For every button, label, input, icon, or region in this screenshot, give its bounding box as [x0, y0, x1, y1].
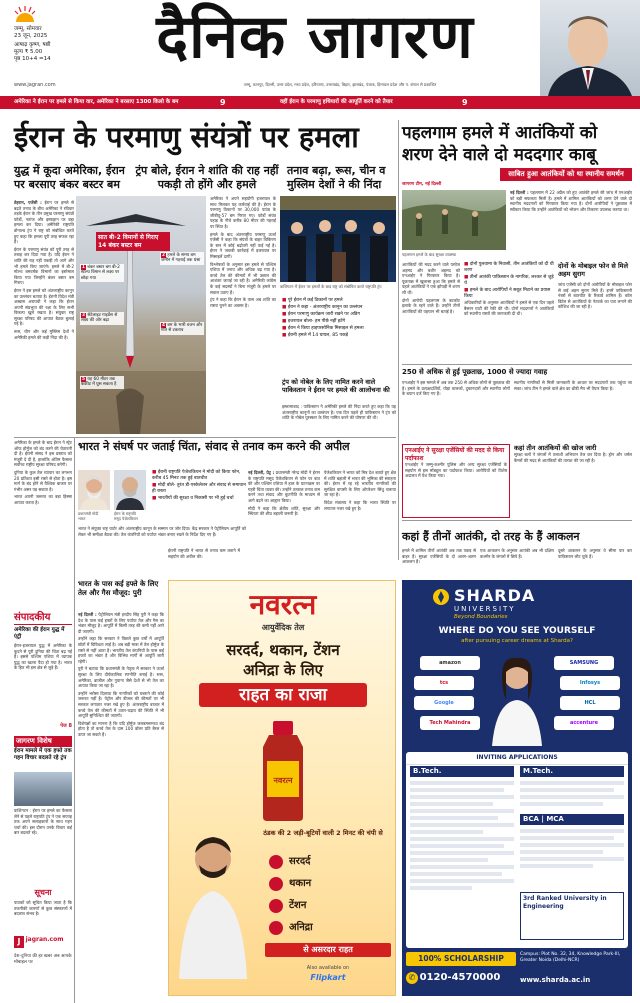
company-techmahindra: Tech Mahindra	[420, 716, 480, 730]
pahalgam-bullet: ■ तीनों आतंकी पाकिस्तान के नागरिक, लश्कर से जुड़े थे	[464, 275, 554, 287]
sharda-sub: UNIVERSITY	[454, 605, 516, 613]
scholarship-banner	[406, 952, 516, 966]
sharda-programs	[406, 752, 628, 948]
company-samsung: SAMSUNG	[554, 656, 614, 670]
phone-row[interactable]	[406, 972, 516, 990]
navratna-line2: अनिद्रा के लिए	[243, 661, 323, 679]
vishesh-title: जागरण विशेष	[14, 736, 72, 747]
navratna-items	[269, 853, 389, 941]
navratna-claim: ठंडक की 2 जड़ी-बूटियों वाली 2 मिनट की चंपी से	[263, 829, 383, 837]
graphic-step-2: 2 हमले के समय बम जमीन में गहराई तक धंसा	[160, 252, 204, 265]
lead-body-col1: तेहरान, एजेंसी : ईरान पर हमले से बढ़ते तनाव के बीच अमेरिका ने रविवार तड़के ईरान के तीन प्रमुख परमाणु संयंत्रों फोर्डो, नतांज और इस्फहान पर बड़ा हमला कर दिया। अमेरिकी राष्ट्रपति डोनाल्ड ट्रंप ने राष्ट्र को संबोधित करते हुए कहा कि हमला पूरी तरह सफल रहा है। ईरान के परमाणु संयंत्र को पूरी तरह से तबाह कर दिया गया है। यदि ईरान ने शांति की राह नहीं पकड़ी तो आगे और भी हमले किए जाएंगे। हमले में बी-2 स्टेल्थ बमवर्षक विमानों का इस्तेमाल किया गया जिन्होंने बंकर बस्टर बम गिराए। ईरान ने इस हमले को अंतरराष्ट्रीय कानून का उल्लंघन बताया है। ईरानी विदेश मंत्री अब्बास अराघची ने कहा कि ईरान अपनी संप्रभुता की रक्षा के लिए सभी विकल्प खुले रखता है। संयुक्त राष्ट्र सुरक्षा परिषद की आपात बैठक बुलाई गई है। रूस, चीन और कई मुस्लिम देशों ने अमेरिकी हमले की कड़ी निंदा की है।	[14, 200, 74, 340]
lead-bullet: ■ पूरे ईरान में कई ठिकानों पर हमले	[282, 298, 396, 304]
item-label: सरदर्द	[289, 855, 311, 867]
modi-caption	[78, 512, 112, 521]
phone-icon: ✆	[406, 972, 418, 984]
vishesh-body: वाशिंगटन : ईरान पर हमले का फैसला लेने से पहले राष्ट्रपति ट्रंप ने एक सप्ताह तक अपने सलाहकारों के साथ गहन चर्चा की। इस दौरान उनके विचार कई बार बदलते रहे।	[14, 808, 72, 836]
where-body-2: एक आकलन के अनुसार आतंकी अब भी दक्षिण कश्मीर के जंगलों में छिपे हैं।	[480, 548, 554, 559]
leader-photo	[540, 0, 640, 96]
item-icon	[269, 877, 283, 891]
lead-bullets	[282, 298, 396, 340]
graphic-step-text: सेटेलाइट गाइडेंस से लक्ष्य की ओर बढ़ा	[81, 313, 118, 324]
trump-address-photo	[280, 196, 396, 282]
box-250-headline[interactable]: 250 से अधिक से हुई पूछताछ, 1000 से ज्यादा गवाह	[402, 368, 548, 376]
box-250-body: एनआईए ने इस मामले में अब तक 250 से अधिक लोगों से पूछताछ की है। हमले के प्रत्यक्षदर्शियों, घोड़ा चालकों, दुकानदारों और स्थानीय लोगों के बयान दर्ज किए गए हैं।	[402, 380, 510, 397]
sharda-ad[interactable]	[402, 580, 632, 996]
india-bullet: ■ भारतीयों की सुरक्षा व निकासी पर भी हुई चर्चा	[152, 496, 246, 502]
teaser-right-page: 9	[462, 98, 468, 107]
editorial-page[interactable]: पेज 8	[60, 723, 72, 729]
item-icon	[269, 855, 283, 869]
newspaper-title: दैनिक जागरण	[156, 2, 474, 72]
india-headline[interactable]: भारत ने संघर्ष पर जताई चिंता, संवाद से तनाव कम करने की अपील	[78, 440, 350, 453]
lead-bullet: ■ ईरान परमाणु कार्यक्रम जारी रखने पर अडिग	[282, 312, 396, 318]
jagran-com-logo[interactable]: J jagran.com	[14, 936, 72, 950]
india-bullet: ■ मोदी बोले- तुरंत डी-एस्केलेशन और संवाद से समाधान ही रास्ता	[152, 483, 246, 495]
teaser-bar	[0, 96, 640, 109]
mtech-heading: M.Tech.	[520, 766, 624, 777]
graphic-step-3: 3 सेटेलाइट गाइडेंस से लक्ष्य की ओर बढ़ा	[80, 312, 124, 325]
navratna-line1: सरदर्द, थकान, टेंशन	[226, 641, 340, 659]
edition-tithi: आषाढ़ कृष्ण, षष्ठी	[14, 42, 51, 48]
lead-headline[interactable]: ईरान के परमाणु संयंत्रों पर हमला	[14, 120, 359, 154]
person-role: मसूद पेजेशकियन	[114, 515, 138, 521]
navratna-person	[175, 829, 249, 979]
btech-heading: B.Tech.	[410, 766, 514, 777]
lead-body-col3: अमेरिका ने अपने सहयोगी इजरायल के साथ मिलकर यह कार्रवाई की है। ईरान के परमाणु ठिकानों पर 30,000 पाउंड के जीबीयू-57 बम गिराए गए। फोर्डो संयंत्र पहाड़ के नीचे करीब 80 मीटर की गहराई पर स्थित है। हमले के बाद अंतरराष्ट्रीय परमाणु ऊर्जा एजेंसी ने कहा कि संयंत्रों के बाहर विकिरण के स्तर में कोई बढ़ोतरी नहीं पाई गई है। ईरान ने जवाबी कार्रवाई में इजरायल पर मिसाइलें दागीं। विश्लेषकों के अनुसार इस हमले से पश्चिम एशिया में तनाव और अधिक बढ़ गया है। कच्चे तेल की कीमतों में भी उछाल की आशंका जताई जा रही है। अमेरिकी कांग्रेस के कई सदस्यों ने बिना मंजूरी के हमले पर सवाल उठाए हैं। ट्रंप ने कहा कि ईरान के पास अब शांति का रास्ता चुनने का अवसर है।	[210, 196, 276, 308]
company-infosys: Infosys	[560, 676, 620, 690]
editorial-title: संपादकीय	[14, 612, 72, 625]
trump-photo-caption: वाशिंगटन में ईरान पर हमलों के बाद राष्ट्र को संबोधित करते राष्ट्रपति ट्रंप	[280, 284, 382, 289]
where-headline[interactable]: कहां हैं तीनों आतंकी, दो तरह के हैं आकलन	[402, 530, 580, 543]
graphic-step-5: 5 यह 60 मीटर तक कंक्रीट में घुस सकता है	[80, 376, 124, 389]
vishesh-photo	[14, 772, 72, 806]
navratna-store[interactable]: Flipkart	[310, 973, 346, 982]
pahalgam-body-1: आतंकियों की मदद करने वाले परवेज अहमद और बशीर अहमद को एनआईए ने गिरफ्तार किया है। पूछताछ में खुलासा हुआ कि हमले से पहले आतंकियों ने एक झोपड़ी में शरण ली थी। दोनों आरोपी पहलगाम के बटकोट इलाके के रहने वाले हैं। उन्होंने तीनों आतंकियों की पहचान भी बताई है।	[402, 262, 460, 314]
sharda-question2: after pursuing career dreams at Sharda?	[461, 638, 573, 644]
company-hcl: HCL	[560, 696, 620, 710]
item-label: अनिद्रा	[289, 921, 313, 933]
pahalgam-photo-caption: पहलगाम हमले के बाद सुरक्षा व्यवस्था	[402, 252, 457, 257]
sharda-student	[488, 650, 546, 746]
campus-text: Campus: Plot No. 32, 34, Knowledge Park-III, Greater Noida (Delhi-NCR)	[520, 952, 621, 963]
lead-sub-3: तनाव बढ़ा, रूस, चीन व मुस्लिम देशों ने की निंदा	[287, 164, 386, 191]
navratna-line3: राहत का राजा	[199, 683, 367, 707]
svg-text:नवरत्न: नवरत्न	[273, 776, 293, 785]
company-tcs: tcs	[414, 676, 474, 690]
graphic-step-4: 4 बम के भारी वजन और गति से टकराव	[161, 323, 203, 334]
lower-mid-col1: ईरानी राष्ट्रपति ने भारत से तनाव कम कराने में सहयोग की अपील की।	[168, 548, 240, 559]
trump-nobel-body: इस्लामाबाद : पाकिस्तान ने अमेरिकी हमले की निंदा करते हुए कहा कि यह अंतरराष्ट्रीय कानूनों का उल्लंघन है। एक दिन पहले ही पाकिस्तान ने ट्रंप को शांति के नोबेल पुरस्कार के लिए नामित करने की घोषणा की थी।	[282, 404, 396, 421]
website-url[interactable]: www.jagran.com	[14, 82, 56, 88]
logo-sun-icon	[14, 6, 36, 22]
sharda-name: SHARDA	[454, 586, 536, 605]
india-body-1: नई दिल्ली, प्रेट्र : प्रधानमंत्री नरेन्द्र मोदी ने ईरान के राष्ट्रपति मसूद पेजेशकियन से फोन पर बात की और पश्चिम एशिया में हाल के घटनाक्रम पर गहरी चिंता व्यक्त की। उन्होंने तत्काल तनाव कम करने तथा संवाद और कूटनीति के माध्यम से आगे बढ़ने का आह्वान किया। मोदी ने कहा कि क्षेत्रीय शांति, सुरक्षा और स्थिरता की शीघ्र बहाली जरूरी है।	[248, 470, 320, 517]
lead-bullet: ■ ईरानी हमले में 14 घायल, 85 पकड़े	[282, 333, 396, 339]
suchana-body: पाठकों को सूचित किया जाता है कि तकनीकी कारणों से कुछ संस्करणों में बदलाव संभव है।	[14, 900, 72, 917]
box-nia: एनआईए ने सुरक्षा एजेंसियों की मदद से किया पर्दाफाश एनआईए ने जम्मू-कश्मीर पुलिस और अन्य सुरक्षा एजेंसियों के सहयोग से इस मॉड्यूल का पर्दाफाश किया। आरोपियों को विशेष अदालत में पेश किया गया।	[402, 444, 510, 518]
box-karaa-headline[interactable]: कहां तीन आतंकियों की खोज जारी	[514, 444, 597, 452]
publishing-cities: जम्मू, कानपुर, दिल्ली, उत्तर प्रदेश, मध्य प्रदेश, हरियाणा, उत्तराखंड, बिहार, झारखंड, पंजाब, हिमाचल प्रदेश और प. बंगाल से प्रकाशित	[243, 82, 437, 87]
where-body-1: हमले में शामिल तीनों आतंकी अब तक पकड़ से बाहर हैं। सुरक्षा एजेंसियों के दो अलग-अलग आकलन हैं।	[402, 548, 476, 565]
box-250-body-2: स्थानीय नागरिकों से मिली जानकारी के आधार पर मददगारों तक पहुंचा जा सका। जांच टीम ने हमले वाले क्षेत्र का थ्रीडी मैप भी तैयार किया है।	[514, 380, 632, 391]
teaser-left[interactable]: अमेरिका ने ईरान पर हमले से किया वार, अमेरिका ने बरसाए 1300 किलो के बम	[14, 99, 179, 105]
pahalgam-body-2: अधिकारियों के अनुसार आतंकियों ने हमले से एक दिन पहले बैसरन घाटी की रेकी की थी। दोनों मददगारों ने आतंकियों को स्थानीय रास्तों की जानकारी दी थी।	[464, 300, 554, 317]
edition-pages: पृष्ठ 10+4 =14	[14, 56, 51, 62]
lead-bullet: ■ ईरान ने किया हाइपरसोनिक मिसाइल से हमला	[282, 326, 396, 332]
navratna-ad[interactable]	[168, 580, 396, 996]
petrol-link[interactable]: भारत के पास कई हफ्ते के लिए तेल और गैस मौजूद: पुरी	[78, 580, 159, 597]
graphic-step-text: यह 60 मीटर तक कंक्रीट में घुस सकता है	[81, 377, 117, 388]
pahalgam-body-right: नई दिल्ली : पहलगाम में 22 अप्रैल को हुए आतंकी हमले की जांच में एनआईए को बड़ी सफलता मिली है। हमले में शामिल आतंकियों को शरण देने वाले दो स्थानीय मददगारों को गिरफ्तार किया गया है। दोनों आरोपियों ने पूछताछ में स्वीकार किया कि उन्होंने आतंकियों को भोजन और ठिकाना उपलब्ध कराया था।	[510, 190, 632, 212]
pahalgam-kicker: साबित हुआ आतंकियों को था स्थानीय समर्थन	[500, 168, 632, 181]
trump-nobel-headline[interactable]: ट्रंप को नोबेल के लिए नामित करने वाले पाकिस्तान ने ईरान पर हमले की आलोचना की	[282, 378, 390, 394]
lead-sub-2: ट्रंप बोले, ईरान ने शांति की राह नहीं पकड़ी तो होंगे और हमले	[135, 164, 279, 191]
editorial-headline[interactable]: अमेरिका की ईरान युद्ध में एंट्री	[14, 627, 65, 640]
teaser-left-page: 9	[220, 98, 226, 107]
modi-photo	[78, 470, 110, 510]
where-body-3: दूसरे आकलन के अनुसार वे सीमा पार कर पाकिस्तान लौट चुके हैं।	[558, 548, 632, 559]
edition-info	[14, 26, 94, 63]
pahalgam-side-body: जांच एजेंसी को दोनों आरोपियों के मोबाइल फोन से कई अहम सुराग मिले हैं। इनमें पाकिस्तानी नंबरों से बातचीत के रिकार्ड शामिल हैं। कॉल डिटेल से आतंकियों के नेटवर्क का पता लगाने की कोशिश की जा रही है।	[558, 282, 632, 310]
ranked-text: 3rd Ranked University in Engineering	[523, 895, 607, 910]
lead-bullet: ■ ईरान ने कहा - अंतरराष्ट्रीय कानून का उल्लंघन	[282, 305, 396, 311]
pahalgam-bullet: ■ हमले के बाद आरोपियों ने सबूत मिटाने का प्रयास किया	[464, 288, 554, 300]
company-amazon: amazon	[420, 656, 480, 670]
masthead	[0, 0, 640, 96]
person-name: प्रधानमंत्री मोदी	[78, 511, 99, 516]
bunker-buster-graphic	[76, 196, 206, 434]
sharda-question: WHERE DO YOU SEE YOURSELF	[438, 626, 596, 636]
btech-list	[410, 778, 514, 942]
editorial-section: संपादकीय अमेरिका की ईरान युद्ध में एंट्री ईरान-इजरायल युद्ध में अमेरिका के कूदने से पूरी दुनिया की चिंता बढ़ गई है। इससे पश्चिम एशिया में व्यापक युद्ध का खतरा पैदा हो गया है। भारत के हित भी इस क्षेत्र से जुड़े हैं। पेज 8	[14, 612, 72, 729]
scholarship-text: 100% SCHOLARSHIP	[418, 954, 504, 963]
item-icon	[269, 921, 283, 935]
edition-price: मूल्य ₹ 5.00	[14, 49, 43, 55]
pahalgam-bullet: ■ दोनों पुलवामा के निवासी, तीन आतंकियों को दी थी शरण	[464, 262, 554, 274]
graphic-step-text: बम के भारी वजन और गति से टकराव	[161, 323, 203, 334]
jagran-note: देश-दुनिया की हर खबर अब आपके मोबाइल पर	[14, 954, 72, 965]
mtech-list	[520, 778, 624, 812]
jagran-com-text: jagran.com	[25, 936, 64, 943]
vishesh-headline[interactable]: ईरान मामले में एक हफ्ते तक गहन विचार बदलते रहे ट्रंप	[14, 748, 72, 761]
petrol-body: नई दिल्ली : पेट्रोलियम मंत्री हरदीप सिंह पुरी ने कहा कि देश के पास कई हफ्तों के लिए पर्याप्त तेल और गैस का भंडार मौजूद है। आपूर्ति में किसी तरह की कमी नहीं आने दी जाएगी। उन्होंने कहा कि सरकार ने पिछले कुछ वर्षों में आपूर्ति स्रोतों में विविधता लाई है। अब बड़ी मात्रा में तेल होर्मुज के रास्ते से नहीं आता है। भारतीय तेल कंपनियों के पास कई हफ्तों का भंडार है और विभिन्न मार्गों से आपूर्ति जारी रहेगी। पुरी ने बताया कि प्रधानमंत्री के नेतृत्व में सरकार ने ऊर्जा सुरक्षा के लिए दीर्घकालिक रणनीति बनाई है। रूस, अमेरिका, ब्राजील और गुयाना जैसे देशों से भी तेल का आयात किया जा रहा है। उन्होंने भरोसा दिलाया कि नागरिकों को घबराने की कोई जरूरत नहीं है। पेट्रोल और डीजल की कीमतों पर भी सरकार लगातार नजर रखे हुए है। अंतरराष्ट्रीय बाजार में कच्चे तेल की कीमतों में उतार-चढ़ाव की स्थिति में भी आपूर्ति सुनिश्चित की जाएगी। विशेषज्ञों का मानना है कि यदि होर्मुज जलडमरूमध्य बंद होता है तो कच्चे तेल के दाम 100 डॉलर प्रति बैरल से ऊपर जा सकते हैं।	[78, 612, 164, 737]
teaser-right[interactable]: वहीं ईरान के परमाणु हथियारों की आपूर्ति करने को तैयार	[280, 99, 393, 105]
phone-number: 0120-4570000	[419, 972, 501, 983]
pahalgam-side-box[interactable]: दोनों के मोबाइल फोन से मिले अहम सुराग	[558, 262, 628, 278]
sharda-website[interactable]: www.sharda.ac.in	[520, 976, 591, 984]
suchana-title: सूचना	[34, 888, 52, 897]
company-accenture: accenture	[554, 716, 614, 730]
sidebar-top-col: अमेरिका के हमले के बाद ईरान ने स्ट्रेट ऑफ होर्मुज को बंद करने की चेतावनी दी है। ईरानी संसद ने इस प्रस्ताव को मंजूरी दे दी है, हालांकि अंतिम फैसला सर्वोच्च राष्ट्रीय सुरक्षा परिषद करेगी। दुनिया के कुल तेल व्यापार का लगभग 20 प्रतिशत इसी रास्ते से होता है। इस मार्ग के बंद होने से वैश्विक बाजार पर गंभीर असर पड़ सकता है। भारत अपनी जरूरत का बड़ा हिस्सा आयात करता है।	[14, 440, 72, 505]
graphic-step-1: 1 बंकर बस्टर बम बी-2 स्टेल्थ विमान से लक्ष्य पर छोड़ा गया	[80, 264, 124, 282]
item-icon	[269, 899, 283, 913]
navratna-bottle	[253, 721, 313, 821]
india-body-0: भारत ने संयुक्त राष्ट्र चार्टर और अंतरराष्ट्रीय कानून के सम्मान पर जोर दिया। केंद्र सरकार ने पेट्रोलियम आपूर्ति को लेकर भी समीक्षा बैठक की। तेल कंपनियों को पर्याप्त भंडार बनाए रखने के निर्देश दिए गए हैं।	[78, 526, 246, 537]
lead-sub-1: युद्ध में कूदा अमेरिका, ईरान पर बरसाए बंकर बस्टर बम	[14, 164, 125, 191]
lead-bullet: ■ इजरायल बोला- हम पीछे नहीं हटेंगे	[282, 319, 396, 325]
pahalgam-byline: जागरण टीम, नई दिल्ली	[402, 182, 442, 187]
navratna-tag: आयुर्वेदिक तेल	[261, 623, 305, 632]
box-nia-headline[interactable]: एनआईए ने सुरक्षा एजेंसियों की मदद से किया पर्दाफाश	[405, 447, 505, 462]
india-body-2: पेजेशकियन ने भारत को मित्र देश बताते हुए क्षेत्र में शांति बहाली में भारत की भूमिका की सराहना की। ईरान में रह रहे भारतीय नागरिकों की सुरक्षित वापसी के लिए ऑपरेशन सिंधु चलाया जा रहा है। विदेश मंत्रालय ने कहा कि भारत स्थिति पर लगातार नजर रखे हुए है।	[324, 470, 396, 511]
navratna-available: Also available on	[306, 965, 350, 971]
edition-date: 23 जून, 2025	[14, 33, 48, 39]
person-role: भारत	[78, 515, 86, 521]
pahalgam-photo	[402, 190, 506, 250]
india-bullets	[152, 470, 246, 503]
ranked-badge	[520, 892, 624, 940]
item-label: टेंशन	[289, 899, 307, 911]
person-name: ईरान के राष्ट्रपति	[114, 511, 136, 516]
navratna-brand: नवरत्न	[249, 588, 317, 621]
item-label: थकान	[289, 877, 312, 889]
pahalgam-bullets	[464, 262, 554, 301]
graphic-step-text: हमले के समय बम जमीन में गहराई तक धंसा	[161, 253, 201, 264]
navratna-footer: से असरदार राहत	[265, 943, 391, 957]
box-karaa: कहां तीन आतंकियों की खोज जारी सुरक्षा बलों ने जंगलों में तलाशी अभियान तेज कर दिया है। ड्रोन और थर्मल कैमरों की मदद से आतंकियों की तलाश की जा रही है।	[514, 444, 632, 463]
company-google: Google	[414, 696, 474, 710]
graphic-title: सात बी-2 विमानों से गिराए 14 बंकर बस्टर बम	[96, 232, 170, 251]
graphic-step-text: बंकर बस्टर बम बी-2 स्टेल्थ विमान से लक्ष्य पर छोड़ा गया	[81, 265, 120, 281]
pahalgam-headline[interactable]: पहलगाम हमले में आतंकियों को शरण देने वाले दो मददगार काबू	[402, 123, 598, 165]
pezeshkian-caption	[114, 512, 150, 521]
sharda-logo-icon	[432, 588, 450, 606]
bca-heading: BCA | MCA	[520, 814, 624, 825]
pezeshkian-photo	[114, 470, 146, 510]
edition-city-day: जम्मू, सोमवार	[14, 26, 42, 32]
bca-list	[520, 826, 624, 886]
sharda-tagline: Beyond Boundaries	[454, 614, 508, 620]
inviting-label: INVITING APPLICATIONS	[406, 752, 628, 765]
india-bullet: ■ ईरानी राष्ट्रपति पेजेशकियन ने मोदी को किया फोन, करीब 45 मिनट तक हुई बातचीत	[152, 470, 246, 482]
